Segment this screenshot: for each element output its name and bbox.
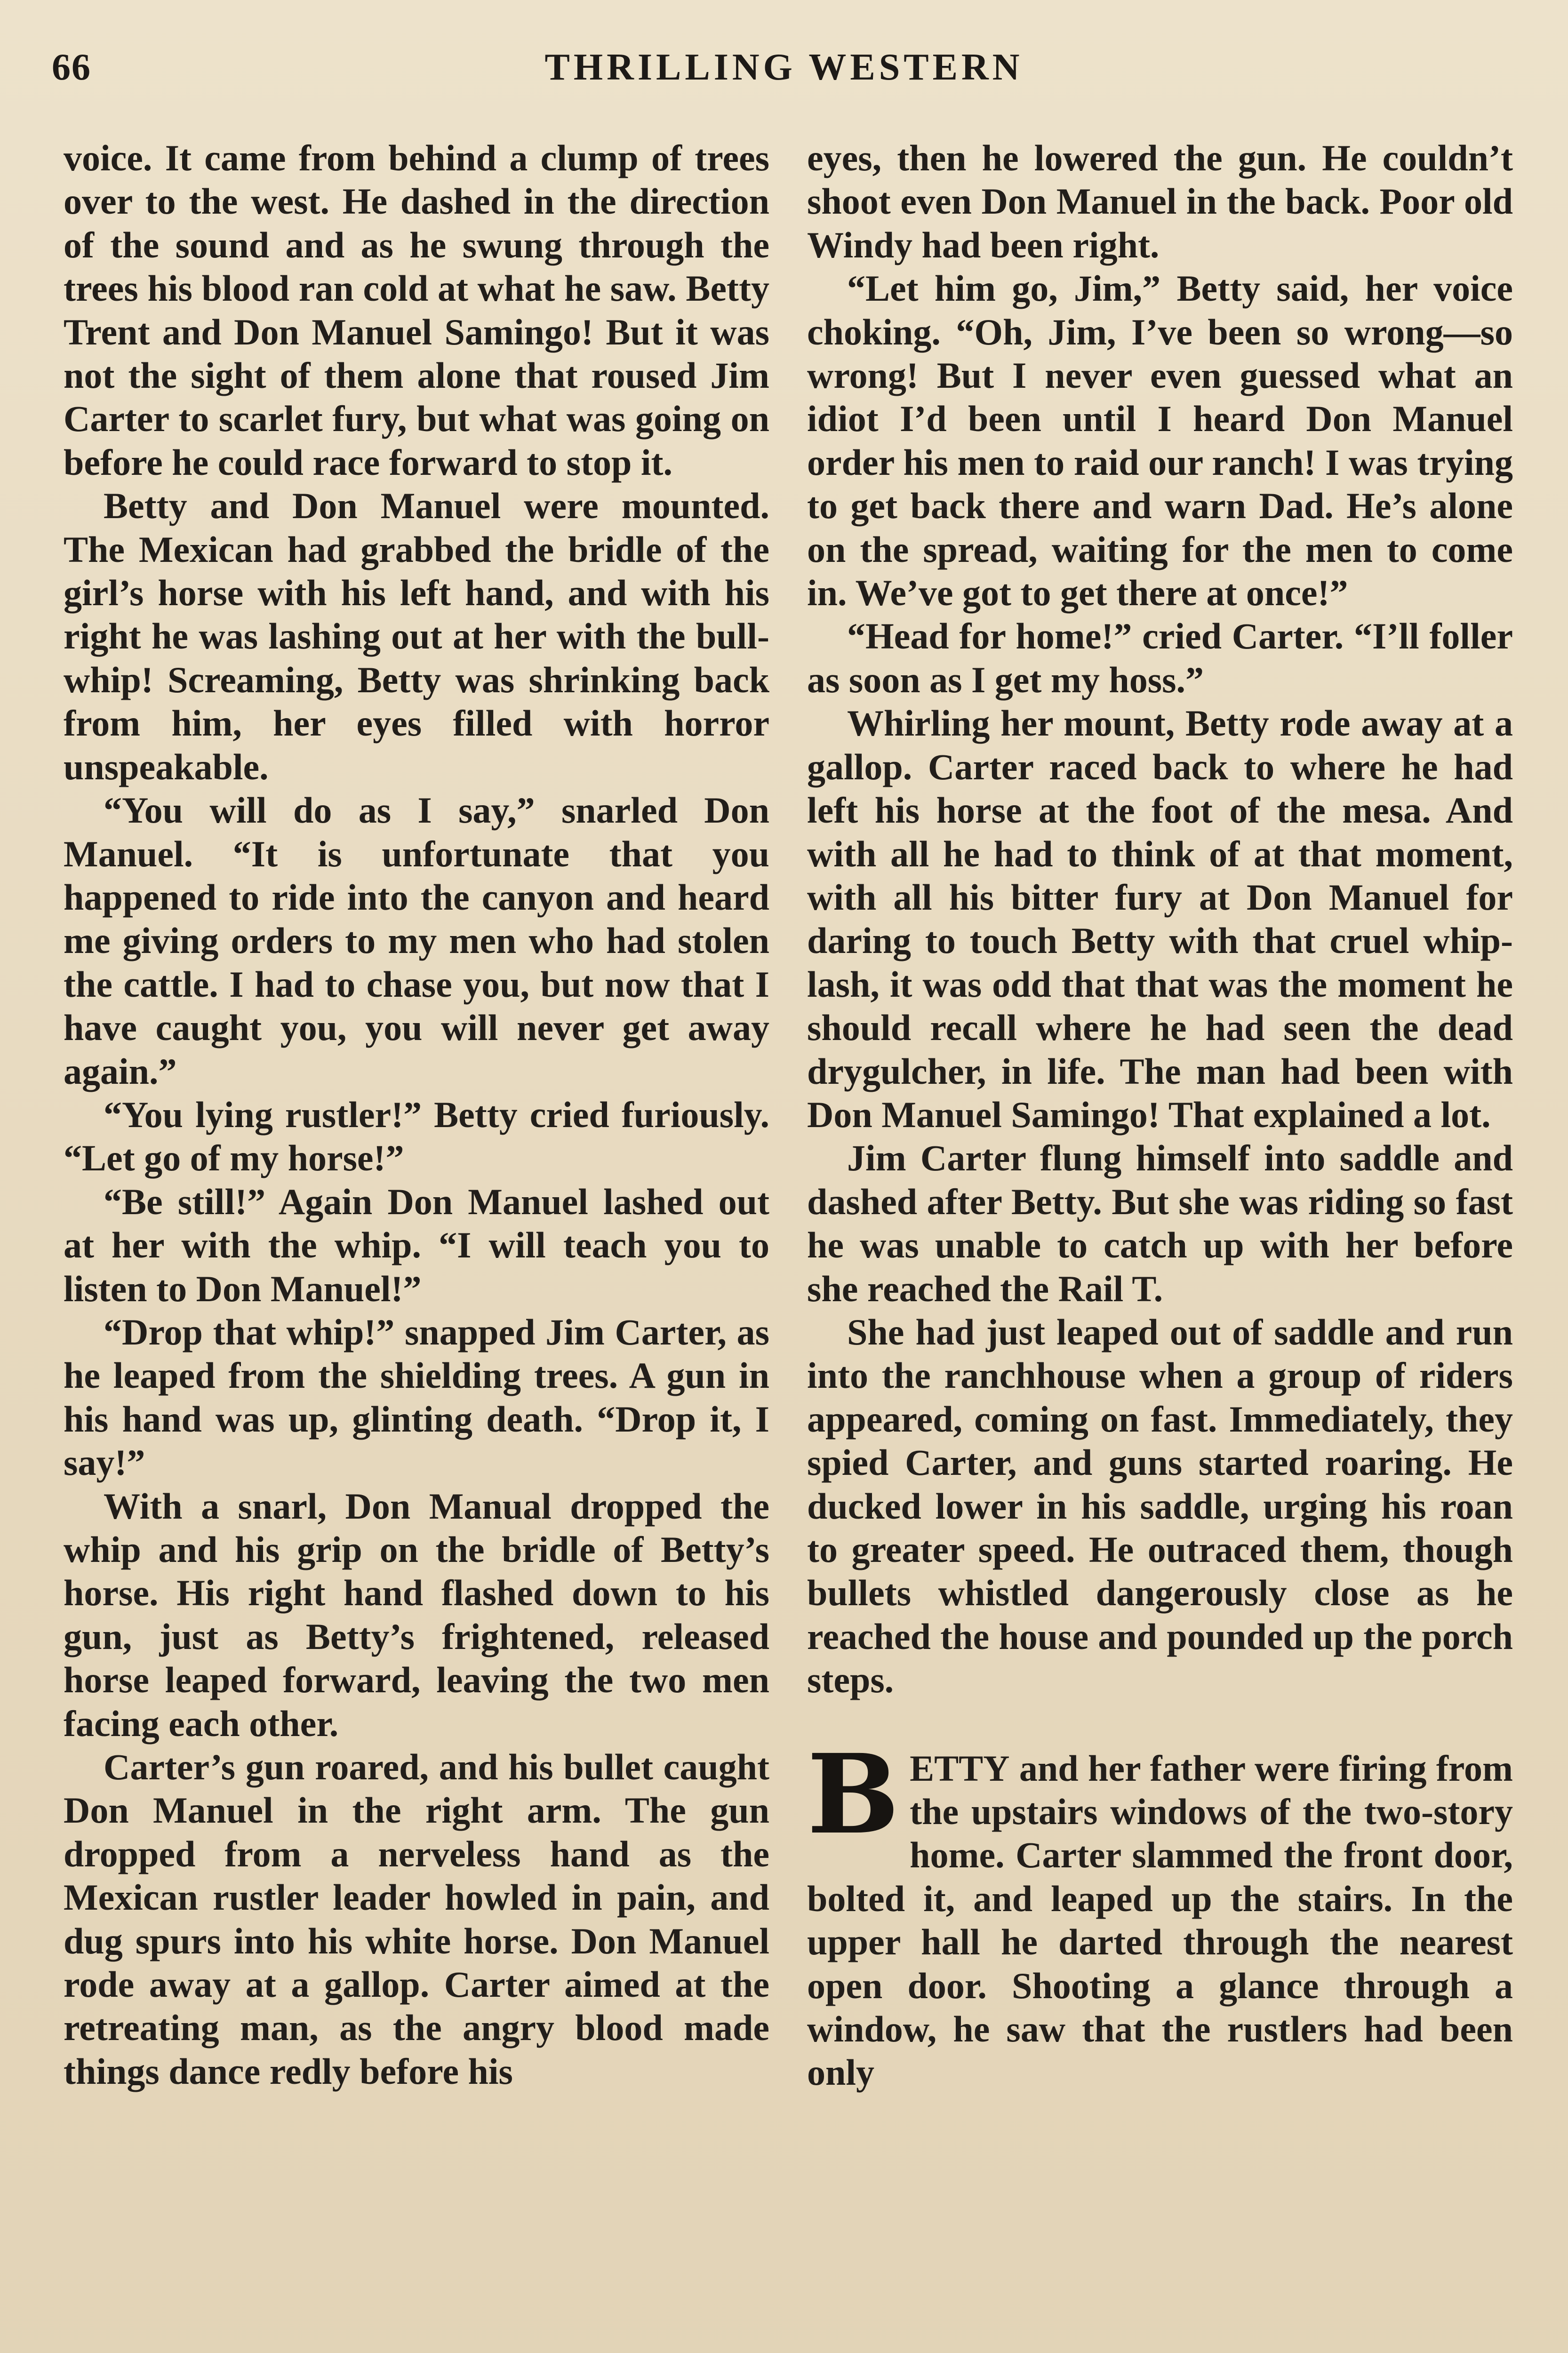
paragraph: “Head for home!” cried Carter. “I’ll foller as soon as I get my hoss.” (807, 616, 1513, 700)
paragraph: She had just leaped out of saddle and run into the ranchhouse when a group of riders appeared, coming on fast. Immediately, they spied Carter, and guns started roaring. He ducked lower in his saddle, urging his roan to greater speed. He outraced them, though bullets whistled dangerously close as he reached the house and pounded up the porch steps. (807, 1311, 1513, 1701)
paragraph: “You lying rustler!” Betty cried furiously. “Let go of my horse!” (64, 1094, 769, 1179)
paragraph: “Be still!” Again Don Manuel lashed out at her with the whip. “I will teach you to listen to Don Manuel!” (64, 1181, 769, 1309)
paragraph: Whirling her mount, Betty rode away at a gallop. Carter raced back to where he had left his horse at the foot of the mesa. And with all he had to think of at that moment, with all his bitter fury at Don Manuel for daring to touch Betty with that cruel whip-lash, it was odd that that was the moment he should recall where he had seen the dead drygulcher, in life. The man had been with Don Manuel Samingo! That explained a lot. (807, 703, 1513, 1135)
drop-cap: B (807, 1729, 900, 1858)
running-title: THRILLING WESTERN (544, 47, 1024, 88)
right-column (807, 136, 1513, 2095)
small-caps-lead: ETTY (910, 1747, 1010, 1789)
paragraph: voice. It came from behind a clump of trees over to the west. He dashed in the direction of the sound and as he swung through the trees his blood ran cold at what he saw. Betty Trent and Don Manuel Samingo! But it was not the sight of them alone that roused Jim Carter to scarlet fury, but what was going on before he could race forward to stop it. (64, 137, 769, 483)
paragraph: “You will do as I say,” snarled Don Manuel. “It is unfortunate that you happened to ride into the canyon and heard me giving orders to my men who had stolen the cattle. I had to chase you, but now that I have caught you, you will never get away again.” (64, 790, 769, 1092)
paragraph: With a snarl, Don Manual dropped the whip and his grip on the bridle of Betty’s horse. His right hand flashed down to his gun, just as Betty’s frightened, released horse leaped forward, leaving the two men facing each other. (64, 1485, 769, 1744)
paragraph: Jim Carter flung himself into saddle and dashed after Betty. But she was riding so fast he was unable to catch up with her before she reached the Rail T. (807, 1137, 1513, 1309)
section-break (807, 1702, 1513, 1747)
paragraph: “Let him go, Jim,” Betty said, her voice choking. “Oh, Jim, I’ve been so wrong—so wrong! But I never even guessed what an idiot I’d been until I heard Don Manuel order his men to raid our ranch! I was trying to get back there and warn Dad. He’s alone on the spread, waiting for the men to come in. We’ve got to get there at once!” (807, 268, 1513, 614)
page-number: 66 (52, 47, 91, 88)
paragraph: eyes, then he lowered the gun. He couldn’t shoot even Don Manuel in the back. Poor old Windy had been right. (807, 137, 1513, 265)
paragraph: “Drop that whip!” snapped Jim Carter, as he leaped from the shielding trees. A gun in his hand was up, glinting death. “Drop it, I say!” (64, 1311, 769, 1483)
paragraph: Betty and Don Manuel were mounted. The Mexican had grabbed the bridle of the girl’s horse with his left hand, and with his right he was lashing out at her with the bull-whip! Screaming, Betty was shrinking back from him, her eyes filled with horror unspeakable. (64, 485, 769, 787)
section-opening-paragraph (807, 1729, 1513, 2095)
section-text: and her father were firing from the upstairs windows of the two-story home. Carter slammed the front door, bolted it, and leaped up the stairs. In the upper hall he darted through the nearest open door. Shooting a glance through a window, he saw that the rustlers had been only (807, 1747, 1513, 2093)
paragraph: Carter’s gun roared, and his bullet caught Don Manuel in the right arm. The gun dropped from a nerveless hand as the Mexican rustler leader howled in pain, and dug spurs into his white horse. Don Manuel rode away at a gallop. Carter aimed at the retreating man, as the angry blood made things dance redly before his (64, 1746, 769, 2092)
left-column (64, 136, 769, 2093)
